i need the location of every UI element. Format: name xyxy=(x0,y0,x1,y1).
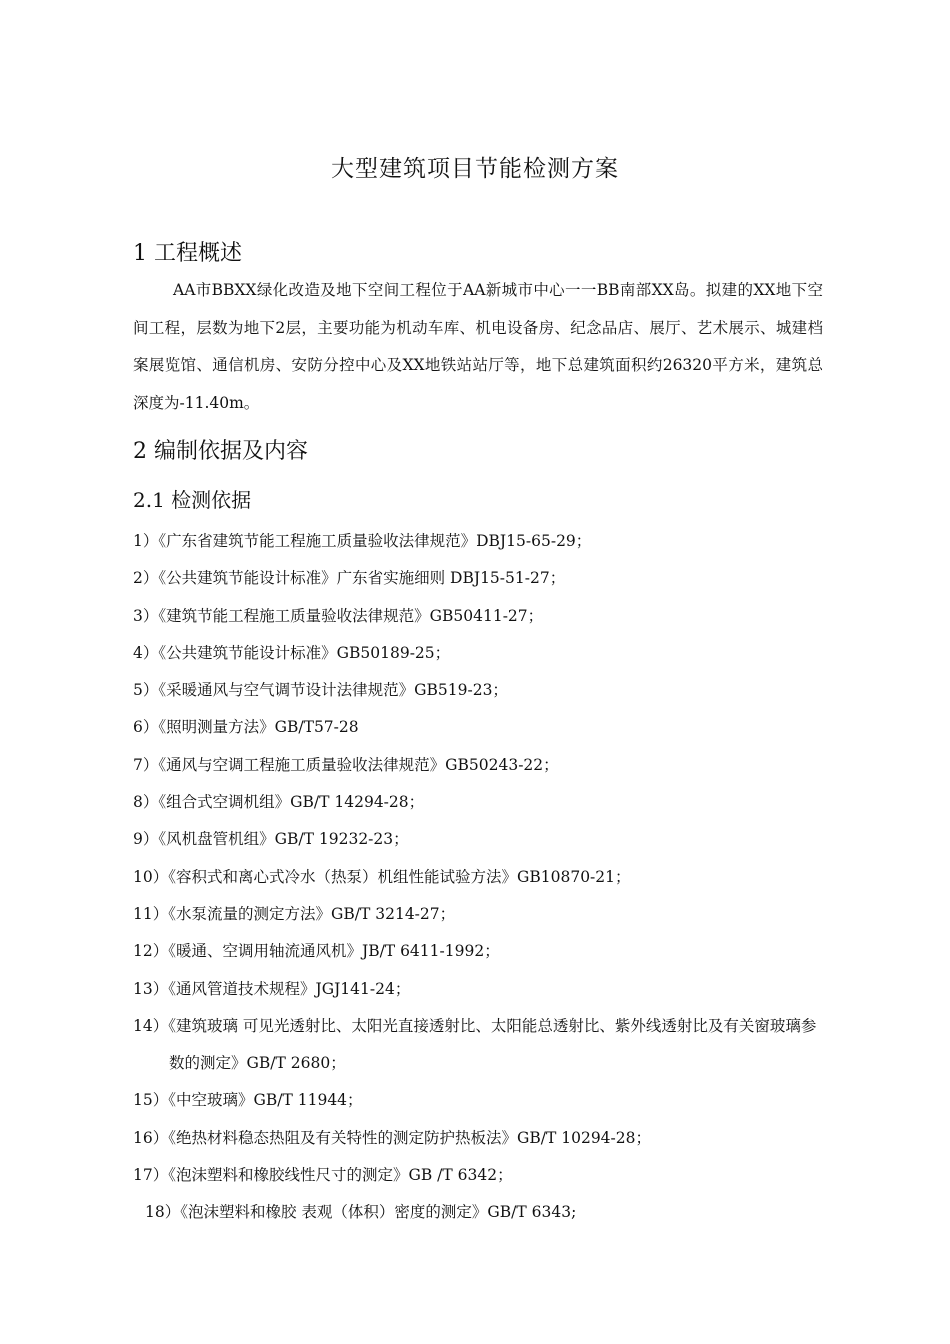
reference-list xyxy=(133,523,833,1232)
section-1-text: AA市BBXX绿化改造及地下空间工程位于AA新城市中心一一BB南部XX岛。拟建的XX地下空间工程，层数为地下2层，主要功能为机动车库、机电设备房、纪念品店、展厅、艺术展示、城建档案展览馆、通信机房、安防分控中心及XX地铁站站厅等，地下总建筑面积约26320平方米，建筑总深度为-11.40m。 xyxy=(133,281,823,412)
list-item: 10）《容积式和离心式冷水（热泵）机组性能试验方法》GB10870-21； xyxy=(133,867,631,886)
list-item: 6）《照明测量方法》GB/T57-28 xyxy=(133,718,359,737)
list-item: 8）《组合式空调机组》GB/T 14294-28； xyxy=(133,793,425,812)
list-item: 13）《通风管道技术规程》JGJ141-24； xyxy=(133,979,411,998)
section-2-1-heading: 2.1 检测依据 xyxy=(133,488,252,512)
section-1-heading: 1 工程概述 xyxy=(133,241,242,266)
list-item: 3）《建筑节能工程施工质量验收法律规范》GB50411-27； xyxy=(133,606,544,625)
list-item: 2）《公共建筑节能设计标准》广东省实施细则 DBJ15-51-27； xyxy=(133,569,566,588)
list-item: 4）《公共建筑节能设计标准》GB50189-25； xyxy=(133,643,451,662)
list-item: 14）《建筑玻璃 可见光透射比、太阳光直接透射比、太阳能总透射比、紫外线透射比及有关窗玻璃参数的测定》GB/T 2680； xyxy=(133,1016,817,1073)
list-item: 17）《泡沫塑料和橡胶线性尺寸的测定》GB /T 6342； xyxy=(133,1166,513,1185)
section-1-paragraph xyxy=(133,272,823,422)
list-item: 5）《采暖通风与空气调节设计法律规范》GB519-23； xyxy=(133,681,508,700)
list-item: 1）《广东省建筑节能工程施工质量验收法律规范》DBJ15-65-29； xyxy=(133,532,592,550)
list-item: 9）《风机盘管机组》GB/T 19232-23； xyxy=(133,830,409,849)
document-title: 大型建筑项目节能检测方案 xyxy=(331,156,619,182)
list-item: 7）《通风与空调工程施工质量验收法律规范》GB50243-22； xyxy=(133,755,559,774)
list-item: 16）《绝热材料稳态热阻及有关特性的测定防护热板法》GB/T 10294-28； xyxy=(133,1128,652,1147)
list-item: 12）《暖通、空调用轴流通风机》JB/T 6411-1992； xyxy=(133,942,500,961)
section-2-heading: 2 编制依据及内容 xyxy=(133,439,308,464)
list-item: 11）《水泵流量的测定方法》GB/T 3214-27； xyxy=(133,904,456,923)
list-item: 18）《泡沫塑料和橡胶 表观（体积）密度的测定》GB/T 6343; xyxy=(145,1203,577,1222)
list-item: 15）《中空玻璃》GB/T 11944； xyxy=(133,1091,363,1110)
